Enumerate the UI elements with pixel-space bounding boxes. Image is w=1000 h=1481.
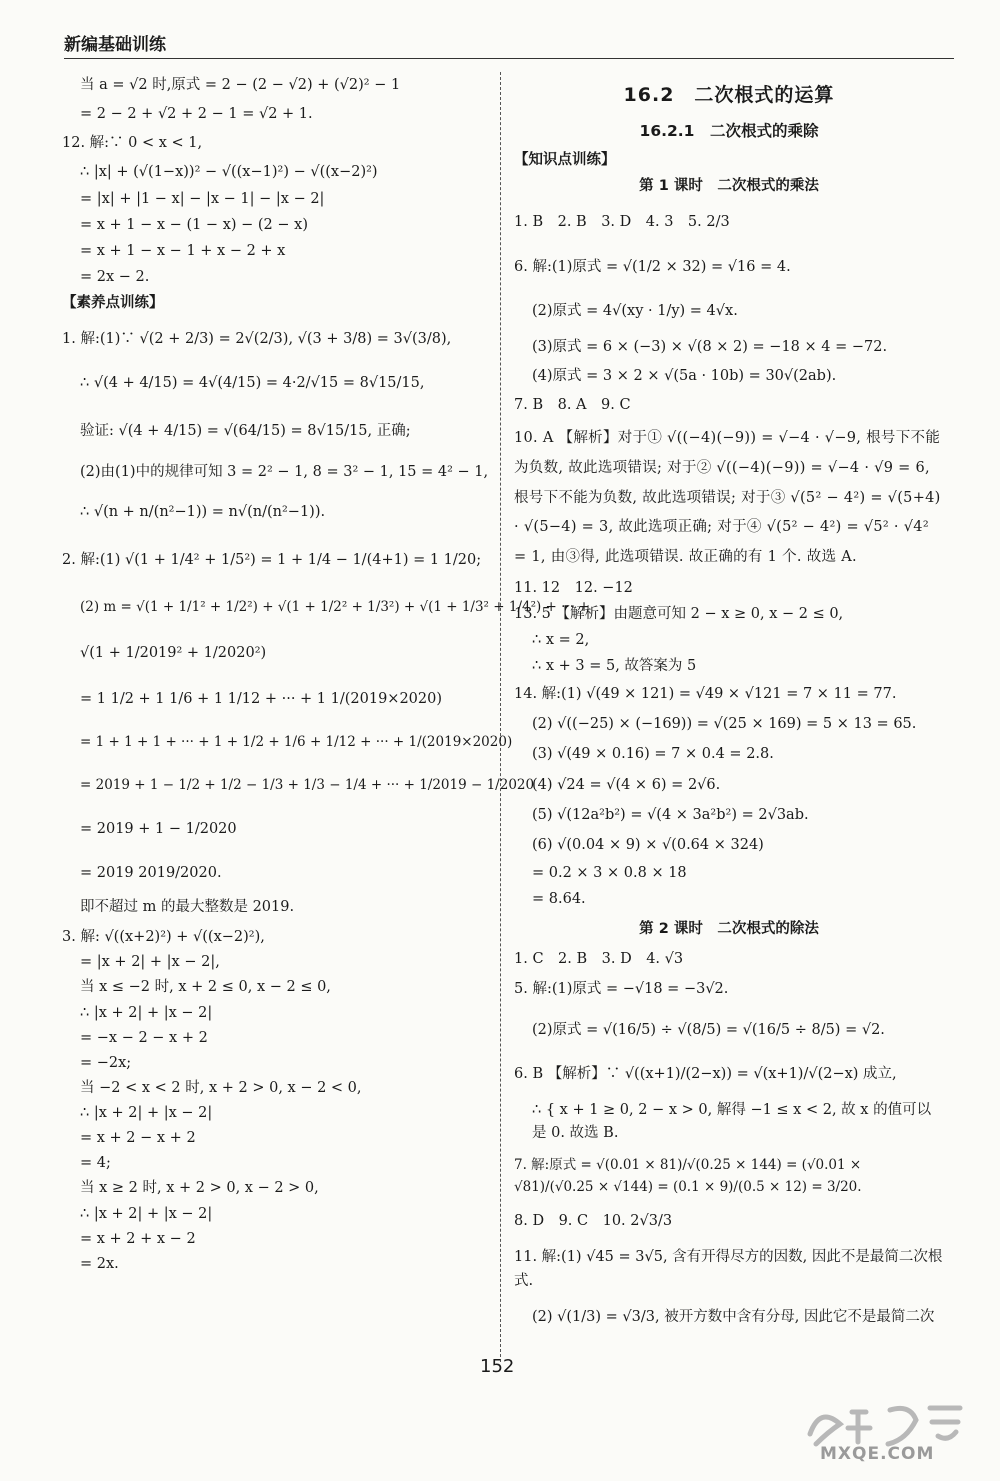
text-paragraph: 10. A 【解析】对于① √((−4)(−9)) = √−4 · √−9, 根号下不能为负数, 故此选项错误; 对于② √((−4)(−9)) = √−4 · √9 = 6, 根号下不能为负数, 故此选项错误; 对于③ √(5² − 4²) = √(5+4) · √(5−4) = 3, 故此选项正确; 对于④ √(5² − 4²) = √5² · √4² = 1, 由③得, 此选项错误. 故正确的有 1 个. 故选 A. [514,430,941,565]
text-line: ∴ |x + 2| + |x − 2| [80,1004,213,1021]
text-line: = x + 1 − x − 1 + x − 2 + x [80,242,286,259]
text-line: ∴ √(4 + 4/15) = 4√(4/15) = 4·2/√15 = 8√15/15, [80,375,425,392]
text-line: (4)原式 = 3 × 2 × √(5a · 10b) = 30√(2ab). [532,367,837,384]
watermark-text: MXQE.COM [820,1444,935,1464]
text-line: 当 x ≤ −2 时, x + 2 ≤ 0, x − 2 ≤ 0, [80,979,331,996]
text-line: ∴ |x + 2| + |x − 2| [80,1205,213,1222]
text-line: 5. 解:(1)原式 = −√18 = −3√2. [514,981,729,998]
text-line: 1. B 2. B 3. D 4. 3 5. 2/3 [514,214,730,231]
text-line: = |x| + |1 − x| − |x − 1| − |x − 2| [80,190,325,207]
text-line: (3) √(49 × 0.16) = 7 × 0.4 = 2.8. [532,746,774,763]
text-line: = 2x − 2. [80,268,150,285]
text-line: = 2019 + 1 − 1/2 + 1/2 − 1/3 + 1/3 − 1/4 + ··· + 1/2019 − 1/2020 [80,776,535,793]
text-line: ∴ |x| + (√(1−x))² − √((x−1)²) − √((x−2)²) [80,164,378,181]
text-paragraph: 11. 解:(1) √45 = 3√5, 含有开得尽方的因数, 因此不是最简二次根式. [514,1248,943,1290]
right-column [514,74,944,1326]
text-line: 1. C 2. B 3. D 4. √3 [514,951,684,968]
text-line: = |x + 2| + |x − 2|, [80,954,220,971]
text-line: 11. 12 12. −12 [514,579,633,596]
text-line: = 4; [80,1155,111,1172]
text-line: = x + 1 − x − (1 − x) − (2 − x) [80,216,308,233]
text-paragraph: ∴ { x + 1 ≥ 0, 2 − x > 0, 解得 −1 ≤ x < 2, 故 x 的值可以是 0. 故选 B. [532,1101,932,1142]
text-line: 13. 5 【解析】由题意可知 2 − x ≥ 0, x − 2 ≤ 0, [514,605,844,622]
text-line: = −x − 2 − x + 2 [80,1029,208,1046]
subsection-title: 16.2.1 二次根式的乘除 [639,121,819,140]
text-line: 即不超过 m 的最大整数是 2019. [80,899,295,915]
text-line: (2) √((−25) × (−169)) = √(25 × 169) = 5 × 13 = 65. [532,716,917,733]
text-line: = x + 2 + x − 2 [80,1230,196,1247]
text-line: 验证: √(4 + 4/15) = √(64/15) = 8√15/15, 正确; [80,423,411,440]
text-line: (4) √24 = √(4 × 6) = 2√6. [532,776,721,793]
section-title: 16.2 二次根式的运算 [623,84,835,106]
text-line: (2) m = √(1 + 1/1² + 1/2²) + √(1 + 1/2² + 1/3²) + √(1 + 1/3² + 1/4²) + ··· + [80,598,590,615]
text-line: ∴ |x + 2| + |x − 2| [80,1105,213,1121]
text-line: 6. B 【解析】∵ √((x+1)/(2−x)) = √(x+1)/√(2−x) 成立, [514,1065,897,1082]
text-line: = 8.64. [532,891,586,908]
text-line: = 2x. [80,1255,119,1272]
text-line: (5) √(12a²b²) = √(4 × 3a²b²) = 2√3ab. [532,806,809,823]
header-rule [64,58,954,59]
text-line: = x + 2 − x + 2 [80,1130,196,1147]
text-line: = 1 1/2 + 1 1/6 + 1 1/12 + ··· + 1 1/(2019×2020) [80,690,443,707]
column-divider [500,72,501,1362]
text-line: ∴ x + 3 = 5, 故答案为 5 [532,658,697,675]
text-line: (6) √(0.04 × 9) × √(0.64 × 324) [532,836,764,853]
text-line: = 1 + 1 + 1 + ··· + 1 + 1/2 + 1/6 + 1/12 + ··· + 1/(2019×2020) [80,734,513,750]
text-line: 当 x ≥ 2 时, x + 2 > 0, x − 2 > 0, [80,1180,319,1197]
text-line: (3)原式 = 6 × (−3) × √(8 × 2) = −18 × 4 = −72. [532,338,888,355]
page-header: 新编基础训练 [64,35,166,55]
text-line: = 2 − 2 + √2 + 2 − 1 = √2 + 1. [80,106,313,123]
section-label: 【素养点训练】 [62,295,164,311]
text-line: = 2019 2019/2020. [80,864,222,881]
text-line: 8. D 9. C 10. 2√3/3 [514,1213,673,1230]
lesson-title: 第 2 课时 二次根式的除法 [639,921,819,938]
text-line: = −2x; [80,1054,132,1071]
text-line: 1. 解:(1)∵ √(2 + 2/3) = 2√(2/3), √(3 + 3/8) = 3√(3/8), [62,331,452,348]
text-line: (2) √(1/3) = √3/3, 被开方数中含有分母, 因此它不是最简二次 [532,1308,935,1325]
text-line: = 0.2 × 3 × 0.8 × 18 [532,864,687,881]
text-line: 12. 解:∵ 0 < x < 1, [62,135,203,152]
page-number: 152 [480,1356,515,1377]
text-line: (2)由(1)中的规律可知 3 = 2² − 1, 8 = 3² − 1, 15 = 4² − 1, [80,463,489,480]
text-line: 7. B 8. A 9. C [514,397,631,413]
text-line: 3. 解: √((x+2)²) + √((x−2)²), [62,929,265,946]
text-line: 14. 解:(1) √(49 × 121) = √49 × √121 = 7 × 11 = 77. [514,686,897,703]
text-line: 当 a = √2 时,原式 = 2 − (2 − √2) + (√2)² − 1 [80,77,401,93]
text-line: 2. 解:(1) √(1 + 1/4² + 1/5²) = 1 + 1/4 − 1/(4+1) = 1 1/20; [62,551,482,568]
text-line: √(1 + 1/2019² + 1/2020²) [80,644,267,661]
lesson-title: 第 1 课时 二次根式的乘法 [639,178,819,195]
text-line: ∴ x = 2, [532,631,590,648]
text-line: 6. 解:(1)原式 = √(1/2 × 32) = √16 = 4. [514,258,791,275]
text-line: = 2019 + 1 − 1/2020 [80,820,237,837]
section-label: 【知识点训练】 [514,152,616,169]
text-line: (2)原式 = √(16/5) ÷ √(8/5) = √(16/5 ÷ 8/5) = √2. [532,1021,885,1038]
text-line: ∴ √(n + n/(n²−1)) = n√(n/(n²−1)). [80,503,326,520]
text-paragraph: 7. 解:原式 = √(0.01 × 81)/√(0.25 × 144) = (√0.01 × √81)/(√0.25 × √144) = (0.1 × 9)/(0.5 × 12) = 3/20. [514,1157,862,1195]
text-line: (2)原式 = 4√(xy · 1/y) = 4√x. [532,302,738,319]
text-line: 当 −2 < x < 2 时, x + 2 > 0, x − 2 < 0, [80,1079,362,1096]
